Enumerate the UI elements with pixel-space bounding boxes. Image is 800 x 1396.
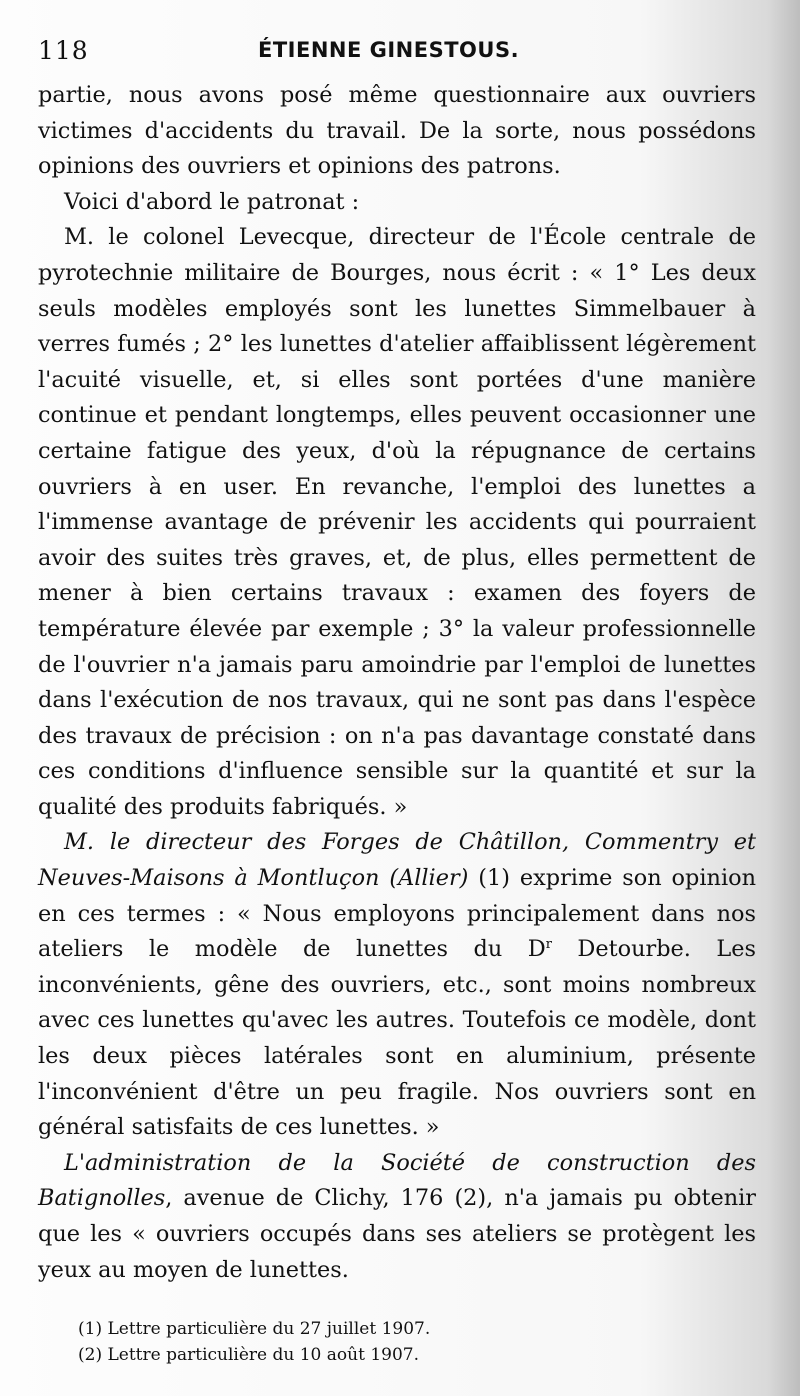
paragraph-intro: Voici d'abord le patronat : <box>64 188 360 215</box>
footnotes <box>78 1316 738 1368</box>
page-header <box>38 36 760 76</box>
paragraph-forges <box>38 825 756 1145</box>
batignolles-italic: L'administration de la Société de construction des Batignolles <box>38 1149 756 1212</box>
footnote-2: (2) Lettre particulière du 10 août 1907. <box>78 1345 419 1365</box>
paragraph-batignolles <box>38 1146 756 1288</box>
running-head: ÉTIENNE GINESTOUS. <box>258 38 520 62</box>
forges-text-b: Detourbe. Les inconvénients, gêne des ouvriers, etc., sont moins nombreux avec ces lunettes qu'avec les autres. Toutefois ce modèle, dont les deux pièces latérales sont en aluminium, présente l'inconvénient d'être un peu fragile. Nos ouvriers sont en général satisfaits de ces lunettes. » <box>38 936 756 1141</box>
page-number: 118 <box>38 36 89 65</box>
forges-sup: r <box>545 937 552 953</box>
forges-text-a: (1) exprime son opinion en ces termes : « Nous employons principalement dans nos ateliers le modèle de lunettes du D <box>38 865 757 963</box>
paragraph-levecque: M. le colonel Levecque, directeur de l'École centrale de pyrotechnie militaire de Bourges, nous écrit : « 1° Les deux seuls modèles employés sont les lunettes Simmelbauer à verres fumés ; 2° les lunettes d'atelier affaiblissent légèrement l'acuité visuelle, et, si elles sont portées d'une manière continue et pendant longtemps, elles peuvent occasionner une certaine fatigue des yeux, d'où la répugnance de certains ouvriers à en user. En revanche, l'emploi des lunettes a l'immense avantage de prévenir les accidents qui pourraient avoir des suites très graves, et, de plus, elles permettent de mener à bien certains travaux : examen des foyers de température élevée par exemple ; 3° la valeur professionnelle de l'ouvrier n'a jamais paru amoindrie par l'emploi de lunettes dans l'exécution de nos travaux, qui ne sont pas dans l'espèce des travaux de précision : on n'a pas davantage constaté dans ces conditions d'influence sensible sur la quantité et sur la qualité des produits fabriqués. » <box>38 224 756 820</box>
footnote-1: (1) Lettre particulière du 27 juillet 1907. <box>78 1319 431 1339</box>
batignolles-text: , avenue de Clichy, 176 (2), n'a jamais pu obtenir que les « ouvriers occupés dans ses ateliers se protègent les yeux au moyen de lunettes. <box>38 1185 756 1283</box>
paragraph-continuation: partie, nous avons posé même questionnaire aux ouvriers victimes d'accidents du travail. De la sorte, nous possédons opinions des ouvriers et opinions des patrons. <box>38 82 756 180</box>
body-text <box>38 78 756 1288</box>
forges-italic: M. le directeur des Forges de Châtillon, Commentry et Neuves-Maisons à Montluçon (Allier) <box>38 829 756 892</box>
